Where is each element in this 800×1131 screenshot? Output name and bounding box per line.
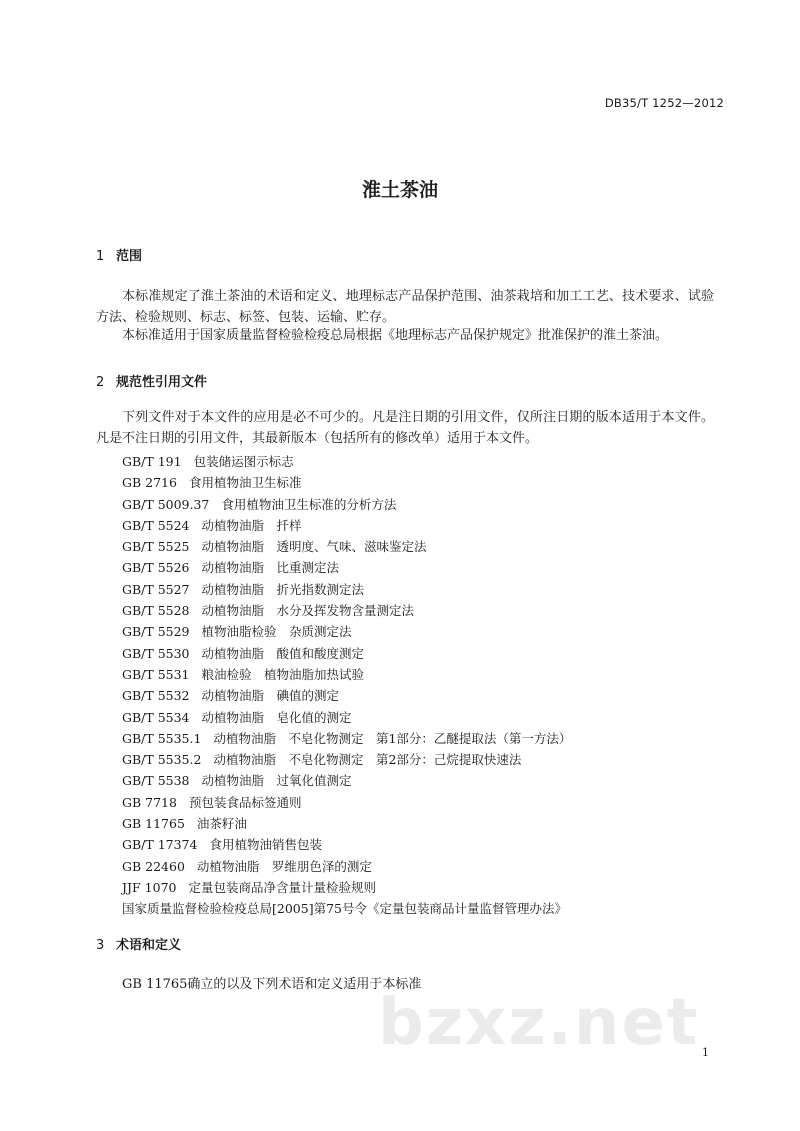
section-heading-normative-references <box>96 371 207 390</box>
reference-code: GB/T 5531 <box>122 666 190 682</box>
reference-code: GB/T 5524 <box>122 517 190 533</box>
reference-title: 动植物油脂 罗维朋色泽的测定 <box>196 858 372 874</box>
reference-title: 国家质量监督检验检疫总局[2005]第75号令《定量包装商品计量监督管理办法》 <box>122 901 567 917</box>
reference-code: GB 22460 <box>122 858 185 874</box>
reference-item <box>122 707 571 728</box>
reference-title: 动植物油脂 不皂化物测定 第2部分：己烷提取快速法 <box>213 752 522 768</box>
reference-title: 预包装食品标签通则 <box>188 794 302 810</box>
reference-title: 动植物油脂 折光指数测定法 <box>201 581 365 597</box>
document-title: 淮土茶油 <box>361 179 438 201</box>
reference-code: GB/T 5535.2 <box>122 752 202 768</box>
reference-item <box>122 472 571 493</box>
reference-title: 食用植物油销售包装 <box>209 837 322 853</box>
reference-code: GB/T 5528 <box>122 603 190 619</box>
reference-title: 动植物油脂 水分及挥发物含量测定法 <box>201 603 415 619</box>
reference-item <box>122 643 571 664</box>
section-title: 规范性引用文件 <box>116 375 208 390</box>
reference-title: 动植物油脂 皂化值的测定 <box>201 709 352 725</box>
reference-title: 动植物油脂 透明度、气味、滋味鉴定法 <box>201 539 427 555</box>
reference-code: GB 11765 <box>122 816 185 832</box>
reference-title: 动植物油脂 碘值的测定 <box>201 688 340 704</box>
reference-item <box>122 898 571 919</box>
reference-item <box>122 579 571 600</box>
section-title: 范围 <box>116 249 143 264</box>
reference-item <box>122 515 571 536</box>
reference-code: GB/T 5009.37 <box>122 496 210 512</box>
reference-title: 动植物油脂 比重测定法 <box>201 560 340 576</box>
reference-item <box>122 664 571 685</box>
reference-item <box>122 728 571 749</box>
reference-item <box>122 685 571 706</box>
section-number: 1 <box>96 249 105 264</box>
reference-code: GB/T 5534 <box>122 709 190 725</box>
reference-code: GB/T 17374 <box>122 837 198 853</box>
watermark: bzxz.net <box>378 986 700 1060</box>
reference-title: 食用植物油卫生标准的分析方法 <box>221 496 397 512</box>
reference-title: 动植物油脂 不皂化物测定 第1部分：乙醚提取法（第一方法） <box>213 730 572 746</box>
reference-title: 包装储运图示标志 <box>193 454 294 469</box>
reference-item <box>122 621 571 642</box>
section-title: 术语和定义 <box>116 938 182 953</box>
scope-paragraph-2: 本标准适用于国家质量监督检验检疫总局根据《地理标志产品保护规定》批准保护的淮土茶油。 <box>122 328 669 343</box>
reference-code: GB/T 5535.1 <box>122 730 202 746</box>
page-number: 1 <box>702 1046 709 1059</box>
reference-title: 定量包装商品净含量计量检验规则 <box>188 879 376 895</box>
reference-item <box>122 557 571 578</box>
reference-title: 动植物油脂 扦样 <box>201 517 302 533</box>
reference-item <box>122 770 571 791</box>
reference-item <box>122 494 571 515</box>
reference-code: GB/T 5525 <box>122 539 190 555</box>
reference-title: 油茶籽油 <box>196 816 247 832</box>
reference-code: GB/T 5538 <box>122 773 190 789</box>
document-number: DB35/T 1252—2012 <box>604 96 724 110</box>
reference-title: 食用植物油卫生标准 <box>188 475 302 491</box>
terms-intro-paragraph: GB 11765确立的以及下列术语和定义适用于本标准 <box>122 977 422 992</box>
reference-item <box>122 536 571 557</box>
reference-code: GB/T 5530 <box>122 645 190 661</box>
section-number: 2 <box>96 375 105 390</box>
scope-paragraph-1: 本标准规定了淮土茶油的术语和定义、地理标志产品保护范围、油茶栽培和加工工艺、技术要求、试验方法、检验规则、标志、标签、包装、运输、贮存。 <box>96 289 714 325</box>
section-heading-terms-definitions <box>96 934 181 953</box>
reference-item <box>122 600 571 621</box>
reference-code: GB/T 5529 <box>122 624 190 640</box>
reference-code: GB 7718 <box>122 794 177 810</box>
reference-item <box>122 451 571 472</box>
reference-item <box>122 813 571 834</box>
reference-item <box>122 749 571 770</box>
reference-code: GB/T 5527 <box>122 581 190 597</box>
reference-code: JJF 1070 <box>122 879 177 895</box>
references-intro-paragraph: 下列文件对于本文件的应用是必不可少的。凡是注日期的引用文件，仅所注日期的版本适用于本文件。凡是不注日期的引用文件，其最新版本（包括所有的修改单）适用于本文件。 <box>96 410 714 446</box>
reference-item <box>122 856 571 877</box>
reference-title: 动植物油脂 过氧化值测定 <box>201 773 352 789</box>
reference-code: GB/T 191 <box>122 454 182 469</box>
section-heading-scope <box>96 245 142 264</box>
reference-item <box>122 834 571 855</box>
reference-item <box>122 792 571 813</box>
reference-code: GB/T 5532 <box>122 688 190 704</box>
reference-title: 植物油脂检验 杂质测定法 <box>201 624 352 640</box>
reference-title: 动植物油脂 酸值和酸度测定 <box>201 645 365 661</box>
reference-code: GB 2716 <box>122 475 177 491</box>
reference-item <box>122 877 571 898</box>
section-number: 3 <box>96 938 105 953</box>
reference-code: GB/T 5526 <box>122 560 190 576</box>
reference-list <box>122 451 571 920</box>
reference-title: 粮油检验 植物油脂加热试验 <box>201 666 365 682</box>
